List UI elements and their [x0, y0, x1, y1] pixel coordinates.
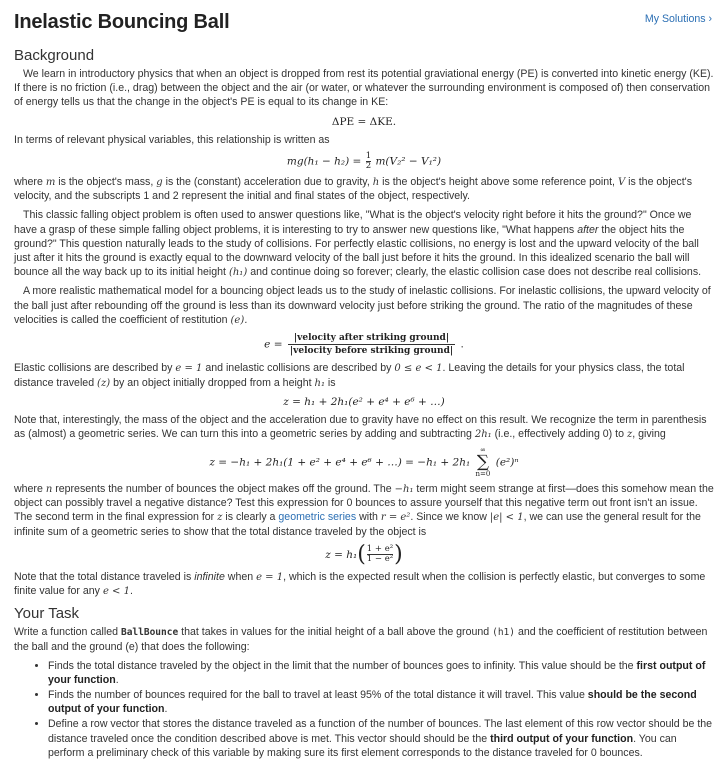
list-item: • Finds the number of bounces required for the ball to travel at least 95% of the total distance it will travel. This value should be the second output of your function. — [48, 688, 714, 716]
equation-energy: ΔPE = ΔKE. — [331, 115, 397, 128]
paragraph-geometric: Note that, interestingly, the mass of the object and the acceleration due to gravity have no effect on this result. We recognize the term in parenthesis as (almost) a geometric series. We can turn this into a geometric series by adding and subtracting 2h₁ (i.e., effectively adding 0) to z, giving — [14, 414, 707, 441]
paragraph-intro: We learn in introductory physics that when an object is dropped from rest its potential graviational energy (PE) is converted into kinetic energy (KE). If there is no friction (i.e., drag) between the object and the air (or water, or whatever the surrounding environment is composed of) then conservation of energy tells us that the change in the object's PE is equal to its change in KE: — [14, 68, 714, 109]
fraction-half: $\frac{1}{2}$ — [365, 150, 372, 171]
task-list — [14, 659, 714, 760]
paragraph-relationship: In terms of relevant physical variables, this relationship is written as — [14, 133, 330, 146]
equation-text: m(V₂² − V₁²) — [375, 155, 442, 168]
paragraph-bounces: where n represents the number of bounces the object makes off the ground. The −h₁ term might seem strange at first—does this somehow mean the object can possibly travel a negative distance? Test this expression for 0 bounces to assure yourself that this negative term out front isn't an issue. The second term in the final expression for z is clearly a geometric series with r = e². Since we know |e| < 1, we can use the general result for the infinite sum of a geometric series to show that the total distance traveled by the object is — [14, 482, 714, 538]
paragraph-inelastic: A more realistic mathematical model for a bouncing object leads us to the study of inelastic collisions. For inelastic collisions, the upward velocity of the ball just after rebounding off the ground is less than its downward velocity just before striking the ground. The ratio of the magnitudes of these velocities is called the coefficient of restitution (e). — [14, 285, 711, 326]
background-heading: Background — [14, 47, 95, 64]
equation-series: z = −h₁ + 2h₁(1 + e² + e⁴ + e⁶ + …) = −h₁ + 2h₁ ∞ ∑ n=0 (e²)ⁿ — [209, 445, 519, 478]
paragraph-collisions: This classic falling object problem is often used to answer questions like, "What is the object's velocity right before it hits the ground?" Once we have a grasp of these simple falling object problems, it is interesting to try to answer new questions like, "What happens after the object hits the ground?" This question naturally leads to the study of collisions. For perfectly elastic collisions, no energy is lost and the upward velocity of the ball just after it hits the ground is exactly equal to the downward velocity of the ball just before it hits the ground. In this idealized scenario the ball will bounce all the way back up to its initial height (h₁) and continue doing so forever; clearly, the elastic collision case does not describe real collisions. — [14, 209, 702, 279]
fraction-restitution: $\frac{\text{|velocity after striking ground|}}{\text{|velocity before striking ground|}}$ — [289, 333, 454, 357]
my-solutions-link[interactable]: My Solutions › — [644, 13, 712, 25]
equation-distance: z = h₁ + 2h₁(e² + e⁴ + e⁶ + …) — [283, 396, 445, 409]
equation-restitution: e = $\frac{\text{|velocity after striking ground|}}{\text{|velocity before striking ground|}}$ . — [264, 333, 464, 357]
fraction-total: $\frac{\text{1 + e²}}{\text{1 − e²}}$ — [366, 544, 394, 565]
header — [0, 0, 722, 40]
paragraph-variables: where m is the object's mass, g is the (constant) acceleration due to gravity, h is the object's height above some reference point, V is the object's velocity, and the subscripts 1 and 2 represent the initial and final states of the object, respectively. — [14, 175, 692, 203]
function-name: BallBounce — [120, 626, 179, 638]
equation-text: mg(h₁ − h₂) = — [286, 155, 362, 168]
list-item: • Finds the total distance traveled by the object in the limit that the number of bounces goes to infinity. This value should be the first output of your function. — [48, 659, 714, 687]
summation-symbol: ∞ ∑ n=0 — [475, 445, 491, 478]
paragraph-distance: Elastic collisions are described by e = 1 and inelastic collisions are described by 0 ≤ e < 1. Leaving the details for your physics class, the total distance traveled (z) by an object initially dropped from a height h₁ is — [14, 362, 685, 389]
page-title: Inelastic Bouncing Ball — [14, 11, 230, 33]
equation-total-distance: z = h₁( $\frac{\text{1 + e²}}{\text{1 − e²}}$ ) — [325, 541, 403, 567]
task-heading: Your Task — [14, 604, 80, 622]
paragraph-infinite: Note that the total distance traveled is infinite when e = 1, which is the expected result when the collision is perfectly elastic, but converges to some finite value for any e < 1. — [14, 570, 706, 598]
list-item: • Define a row vector that stores the distance traveled as a function of the number of bounces. The last element of this row vector should be the distance traveled once the condition described above is met. This vector should should be the third output of your function. You can perform a preliminary check of this variable by making sure its first element corresponds to the distance traveled for 0 bounces. — [48, 717, 714, 760]
task-intro: Write a function called BallBounce that takes in values for the initial height of a ball above the ground (h1) and the coefficient of restitution between the ball and the ground (e) that does the following: — [14, 625, 708, 653]
equation-energy-expanded — [14, 152, 714, 171]
geometric-series-link[interactable]: geometric series — [278, 511, 357, 524]
problem-description — [14, 42, 714, 761]
